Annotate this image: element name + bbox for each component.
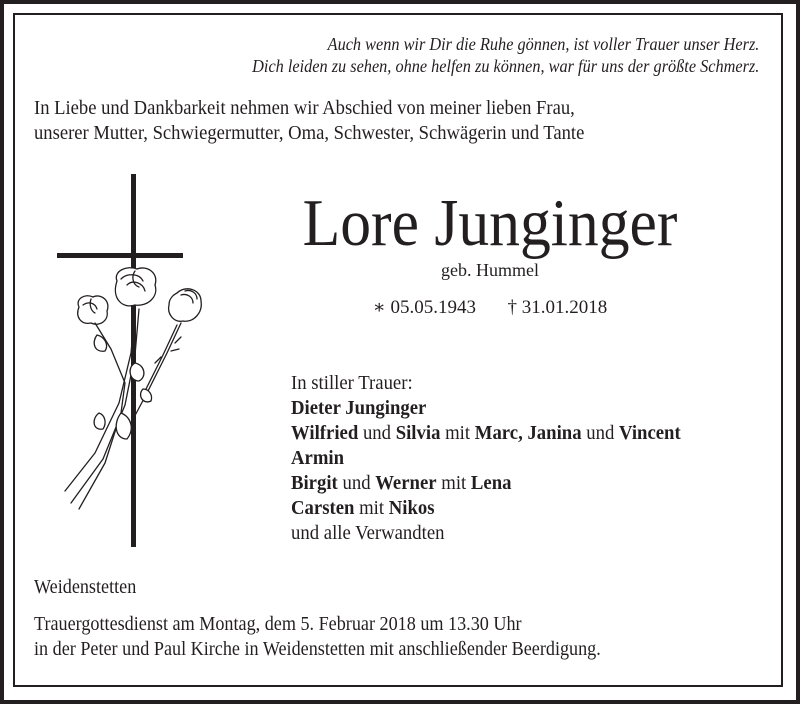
place-name: Weidenstetten: [34, 577, 137, 598]
intro-line-2: unserer Mutter, Schwiegermutter, Oma, Schwester, Schwägerin und Tante: [34, 122, 585, 144]
death-dagger-icon: †: [507, 297, 517, 318]
mourner-name: Birgit: [291, 473, 338, 494]
service-line-1: Trauergottesdienst am Montag, dem 5. Februar 2018 um 13.30 Uhr: [34, 614, 522, 635]
mourner-connector: mit: [436, 473, 471, 494]
mourner-name: Carsten: [291, 498, 355, 519]
mourner-name: Silvia: [395, 423, 441, 444]
intro-text: [34, 96, 584, 146]
mourner-name: Vincent: [619, 423, 681, 444]
deceased-name: Lore Junginger: [302, 186, 678, 260]
mourner-row: [291, 396, 681, 421]
life-dates: [275, 296, 705, 320]
maiden-name: geb. Hummel: [441, 260, 539, 280]
mourner-row: [291, 471, 681, 496]
mourners-list: [291, 371, 681, 546]
mourner-row: [291, 421, 681, 446]
mourner-rows: [291, 396, 681, 521]
funeral-service-info: [34, 612, 601, 662]
mourner-row: [291, 496, 681, 521]
mourner-connector: und: [337, 473, 376, 494]
mourner-connector: und: [358, 423, 396, 444]
mourner-row: [291, 446, 681, 471]
mourner-name: Werner: [375, 473, 437, 494]
mourners-heading: In stiller Trauer:: [291, 373, 413, 394]
service-line-2: in der Peter und Paul Kirche in Weidenstetten mit anschließender Beerdigung.: [34, 639, 601, 660]
birth-star-icon: ∗: [372, 297, 386, 318]
birth-date: 05.05.1943: [390, 297, 476, 318]
motto-line-1: Auch wenn wir Dir die Ruhe gönnen, ist voller Trauer unser Herz.: [327, 34, 759, 54]
motto-line-2: Dich leiden zu sehen, ohne helfen zu können, war für uns der größte Schmerz.: [251, 56, 759, 76]
obituary-outer-frame: [4, 4, 796, 700]
mourner-connector: mit: [354, 498, 389, 519]
mourner-name: Nikos: [388, 498, 435, 519]
death-date: 31.01.2018: [521, 297, 608, 318]
cross-icon-horizontal-bar: [57, 253, 183, 258]
mourner-connector: und: [581, 423, 620, 444]
mourner-name: Wilfried: [291, 423, 359, 444]
intro-line-1: In Liebe und Dankbarkeit nehmen wir Abschied von meiner lieben Frau,: [34, 97, 575, 119]
mourner-name: Lena: [470, 473, 512, 494]
mourner-name: Armin: [291, 448, 345, 469]
obituary-inner-border: [13, 13, 783, 687]
mourner-connector: mit: [440, 423, 475, 444]
motto-verse: [252, 33, 759, 77]
mourner-name: Marc, Janina: [474, 423, 582, 444]
roses-icon: [35, 263, 225, 513]
mourners-closing: und alle Verwandten: [291, 523, 445, 544]
mourner-name: Dieter Junginger: [291, 398, 427, 419]
